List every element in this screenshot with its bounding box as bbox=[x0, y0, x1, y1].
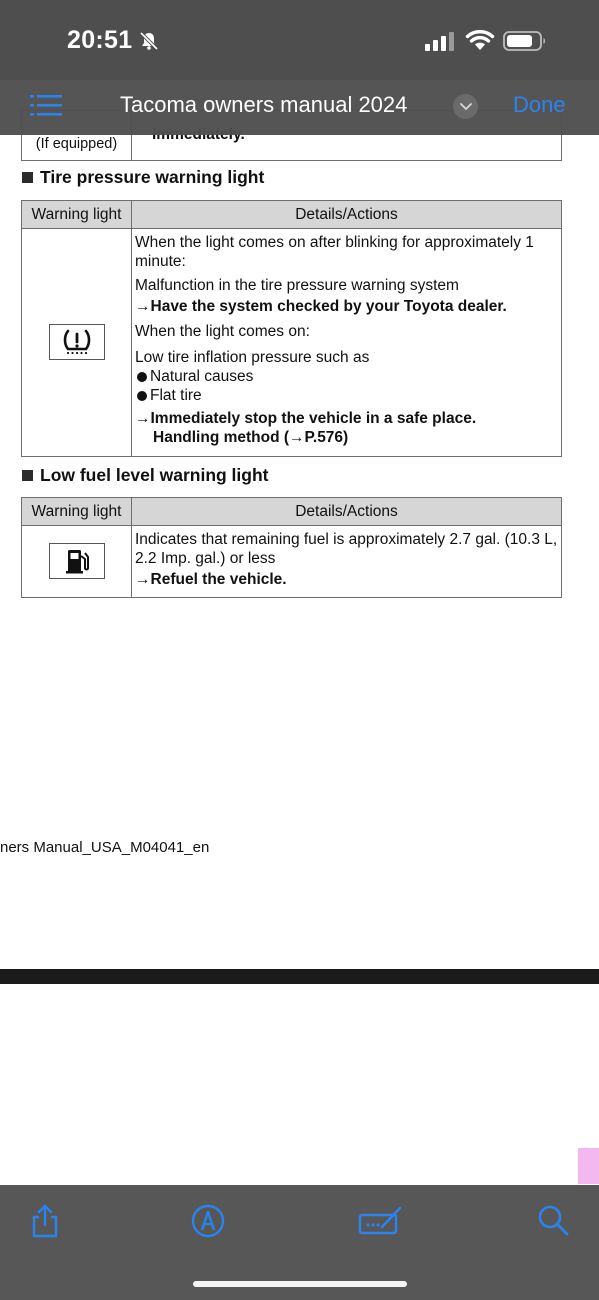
bullet-dot bbox=[137, 372, 147, 382]
section-title-tire-pressure bbox=[22, 167, 264, 188]
share-button[interactable] bbox=[27, 1203, 63, 1239]
home-indicator[interactable] bbox=[193, 1281, 407, 1287]
chevron-down-icon bbox=[460, 103, 472, 111]
details-cell bbox=[132, 229, 562, 457]
bullet-text: Natural causes bbox=[150, 368, 254, 385]
nav-bar bbox=[0, 80, 599, 135]
status-bar bbox=[0, 0, 599, 80]
action-text: Refuel the vehicle. bbox=[150, 571, 287, 588]
warning-light-cell bbox=[22, 526, 132, 598]
section-bullet-square bbox=[22, 172, 33, 183]
title-menu-button[interactable] bbox=[453, 94, 478, 119]
if-equipped-label: (If equipped) bbox=[22, 111, 132, 161]
section-title-low-fuel bbox=[22, 465, 269, 486]
list-icon bbox=[30, 92, 64, 120]
search-button[interactable] bbox=[535, 1203, 571, 1239]
header-details-actions: Details/Actions bbox=[132, 201, 562, 229]
signature-icon bbox=[358, 1203, 404, 1239]
section-title-text: Tire pressure warning light bbox=[40, 167, 265, 187]
header-details-actions: Details/Actions bbox=[132, 498, 562, 526]
detail-line: When the light comes on: bbox=[135, 323, 310, 340]
cellular-signal-icon bbox=[425, 31, 457, 56]
signature-button[interactable] bbox=[358, 1203, 404, 1239]
section-bullet-square bbox=[22, 470, 33, 481]
action-line bbox=[135, 570, 558, 589]
bottom-toolbar bbox=[0, 1185, 599, 1300]
search-icon bbox=[535, 1203, 571, 1239]
bullet-text: Flat tire bbox=[150, 387, 202, 404]
detail-line: When the light comes on after blinking for approximately 1 minute: bbox=[135, 234, 534, 270]
warning-light-cell bbox=[22, 229, 132, 457]
arrow-glyph: → bbox=[135, 571, 151, 588]
bullet-item bbox=[135, 386, 558, 405]
details-cell bbox=[132, 526, 562, 598]
action-text: Have the system checked by your Toyota dealer. bbox=[150, 298, 507, 315]
page-footer-text: ners Manual_USA_M04041_en bbox=[0, 839, 210, 856]
table-of-contents-button[interactable] bbox=[30, 92, 64, 120]
action-text: Immediately stop the vehicle in a safe place. bbox=[150, 410, 477, 427]
page-edge-mark bbox=[578, 1148, 599, 1184]
battery-icon bbox=[503, 31, 547, 56]
header-warning-light: Warning light bbox=[22, 498, 132, 526]
status-time: 20:51 bbox=[67, 26, 133, 54]
arrow-glyph: → bbox=[135, 298, 151, 315]
bell-muted-icon bbox=[139, 31, 159, 56]
action-line bbox=[135, 409, 558, 428]
bullet-dot bbox=[137, 391, 147, 401]
markup-icon bbox=[190, 1203, 226, 1239]
tire-pressure-table bbox=[21, 200, 562, 457]
detail-line: Low tire inflation pressure such as bbox=[135, 349, 370, 366]
detail-line: Malfunction in the tire pressure warning system bbox=[135, 277, 459, 294]
detail-line: Indicates that remaining fuel is approximately 2.7 gal. (10.3 L, 2.2 Imp. gal.) or less bbox=[135, 531, 558, 567]
document-title[interactable]: Tacoma owners manual 2024 bbox=[120, 92, 408, 117]
fuel-pump-icon bbox=[49, 543, 105, 579]
arrow-glyph: → bbox=[135, 410, 151, 427]
tire-pressure-warning-icon bbox=[49, 324, 105, 360]
action-text-continued: Handling method (→P.576) bbox=[153, 429, 349, 446]
bullet-item bbox=[135, 367, 558, 386]
share-icon bbox=[27, 1203, 63, 1239]
wifi-icon bbox=[465, 28, 495, 57]
action-line bbox=[135, 297, 558, 316]
section-title-text: Low fuel level warning light bbox=[40, 465, 269, 485]
low-fuel-table bbox=[21, 497, 562, 598]
markup-button[interactable] bbox=[190, 1203, 226, 1239]
page-separator bbox=[0, 969, 599, 984]
done-button[interactable]: Done bbox=[513, 92, 566, 117]
header-warning-light: Warning light bbox=[22, 201, 132, 229]
